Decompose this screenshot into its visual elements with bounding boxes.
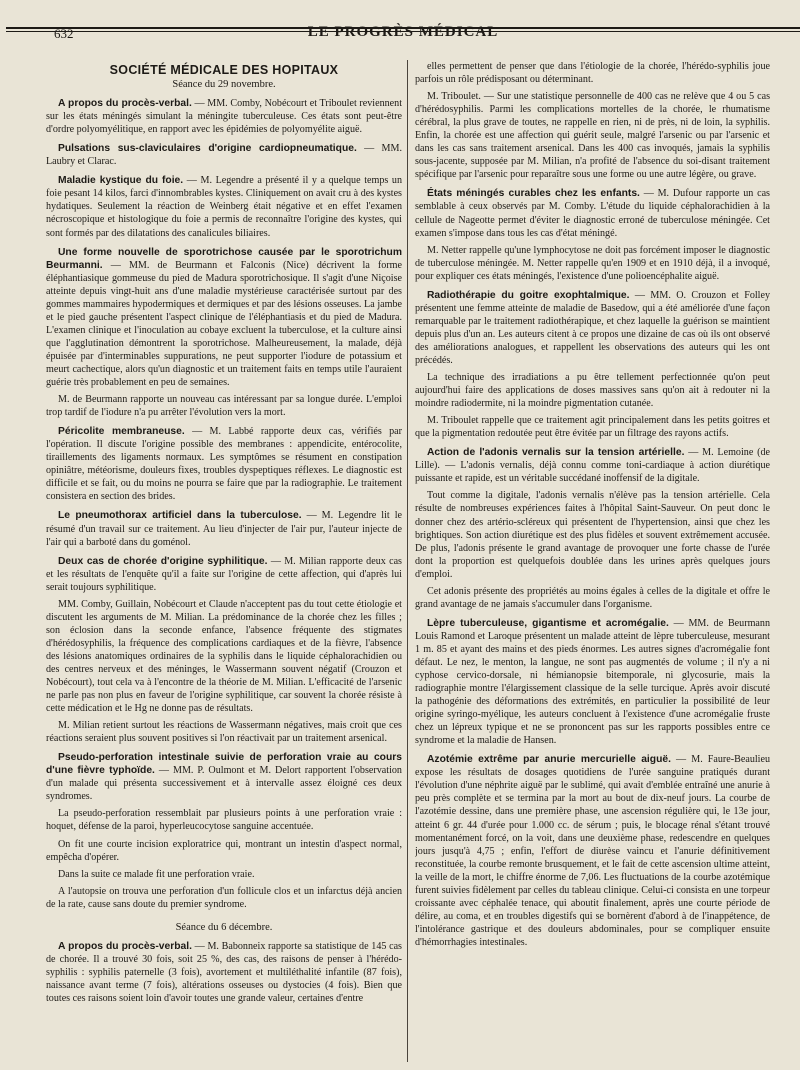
section-paragraph — [46, 751, 402, 803]
paragraph-text: Tout comme la digitale, l'adonis vernalis n'élève pas la tension artérielle. Cela résulte de nombreuses expériences faites à l'hôpital Saint-Sauveur. On peut donc le donner chez des artério-scléreux qui présentent de l'hypertension, ainsi que chez les brightiques. Son action diurétique est des plus fidèles et souvent extrêmement accusée. De plus, l'adonis présente le grand avantage de provoquer une forte chasse de l'urée dont la proportion est quelquefois doublée dans les urines après quelques jours d'emploi. — [415, 490, 770, 580]
paragraph-text: M. de Beurmann rapporte un nouveau cas intéressant par sa longue durée. L'emploi trop tardif de l'iodure n'a pu arrêter l'évolution vers la mort. — [46, 394, 402, 419]
paragraph-text: — MM. de Beurmann Louis Ramond et Laroque présentent un malade atteint de lèpre tuberculeuse, mesurant 1 m. 85 et ayant des mains et des pieds énormes. Les autres signes d'acromégalie font défaut. Le nez, le menton, la langue, ne sont pas augmentés de volume ; il n'y a ni cyphose cervico-dorsale, ni hémianopsie bitemporale, ni glycosurie, mais la radiographie montre l'élargissement classique de la selle turcique. Après avoir discuté la pathogénie des déformations des extrémités, en particulier la possibilité de leur origine syringo-myélique, les auteurs concluent à l'existence d'une acromégalie fruste chez un lépreux typique et ne se prononcent pas sur les rapports possibles entre ce syndrome et la maladie de Hansen. — [415, 617, 770, 747]
right-column — [415, 60, 770, 1062]
article-columns — [46, 60, 770, 1062]
section-paragraph — [46, 97, 402, 136]
section-heading: Pulsations sus-claviculaires d'origine cardiopneumatique. — [58, 143, 357, 155]
paragraph-text: M. Triboulet. — Sur une statistique personnelle de 400 cas ne relève que 4 ou 5 cas d'hérédosyphilis. Parmi les complications mortelles de la chorée, le rhumatisme cérébral, la plus grave de toutes, ne rappelle en rien, ni de près, ni de loin, la syphilis. Enfin, la chorée est une affection qui guérit seule, malgré l'arsenic ou par l'arsenic et dans les cas sans traitement arsenical. Dans les 400 cas invoqués, jamais la syphilis sous-jacente, supposée par M. Milian, n'a profité de l'absence du soi-disant traitement spécifique par l'arsenic pour reparaître sous une forme ou une autre légère, ou grave. — [415, 91, 770, 181]
section-heading: Radiothérapie du goitre exophtalmique. — [427, 289, 630, 301]
section-heading: Action de l'adonis vernalis sur la tension artérielle. — [427, 447, 685, 459]
paragraph-text: M. Netter rappelle qu'une lymphocytose ne doit pas forcément imposer le diagnostic de tuberculose méningée. M. Netter rappelle qu'en 1909 et en 1910 déjà, il a invoqué, pour expliquer ces états méningés, l'existence d'une polioencéphalite aiguë. — [415, 244, 770, 282]
session-date: Séance du 29 novembre. — [172, 79, 276, 91]
body-paragraph — [46, 719, 402, 745]
paragraph-text: A l'autopsie on trouva une perforation d'un follicule clos et un infarctus déjà ancien de la rate, cause sans doute du premier syndrome. — [46, 885, 402, 910]
section-heading: Maladie kystique du foie. — [58, 175, 184, 187]
paragraph-text: Cet adonis présente des propriétés au moins égales à celles de la digitale et offre le grand avantage de ne jamais s'accumuler dans l'organisme. — [415, 585, 770, 610]
paragraph-text: — M. Milian rapporte deux cas et les résultats de l'enquête qu'il a faite sur l'origine de cette affection, qui d'après lui serait toujours syphilitique. — [46, 555, 402, 593]
body-paragraph — [46, 598, 402, 715]
section-heading: Le pneumothorax artificiel dans la tuberculose. — [58, 510, 302, 522]
section-paragraph — [46, 246, 402, 390]
section-heading: Péricolite membraneuse. — [58, 426, 185, 438]
journal-title: LE PROGRÈS MÉDICAL — [307, 24, 499, 40]
section-paragraph — [46, 174, 402, 239]
session-date: Séance du 6 décembre. — [175, 921, 273, 933]
left-column — [46, 60, 402, 1062]
body-paragraph — [46, 885, 402, 911]
section-paragraph — [46, 555, 402, 594]
section-paragraph — [415, 617, 770, 747]
page-number: 632 — [54, 26, 74, 41]
body-paragraph — [415, 489, 770, 580]
paragraph-text: — M. Babonneix rapporte sa statistique de 145 cas de chorée. Il a trouvé 30 fois, soit 25 %, des cas, des raisons de penser à l'hérédo-syphilis : syphilis paternelle (3 fois), avortement et multiléthalité infantile (87 fois), naissance avant terme (7 fois), altérations osseuses ou dystocies (4 fois). Bien que toutes ces raisons soient loin d'avoir toutes une grande valeur, certaines d'entre — [46, 940, 402, 1004]
header-rule-thin — [6, 31, 800, 32]
paragraph-text: Dans la suite ce malade fit une perforation vraie. — [58, 868, 255, 880]
paragraph-text: — M. Dufour rapporte un cas semblable à ceux observés par M. Comby. L'étude du liquide céphalorachidien à la cellule de Nageotte permet d'éviter le diagnostic erroné de tuberculose méningée. Cet examen s'impose dans tous les cas d'état méningé. — [415, 188, 770, 239]
section-paragraph — [415, 187, 770, 239]
section-paragraph — [46, 940, 402, 1005]
paragraph-text: MM. Comby, Guillain, Nobécourt et Claude n'acceptent pas du tout cette étiologie et discutent les arguments de M. Milian. La prédominance de la chorée chez les filles ; son éclosion dans la seconde enfance, l'absence fréquente des stigmates d'hérédosyphilis, la fréquence des complications cardiaques et de la fièvre, l'absence des lésions anatomiques ordinaires de la syphilis dans le liquide céphalorachidien ou des centres nerveux et des méninges, le Wassermann souvent négatif (Crouzon et Nobécourt), tout cela va à l'encontre de la théorie de M. Milian. L'efficacité de l'arsenic ne parle pas non plus en faveur de l'origine syphilitique, car souvent la chorée résiste à cette médication et le Hg ne donne pas de résultats. — [46, 598, 402, 715]
section-heading: Une forme nouvelle de sporotrichose causée par le sporotrichum Beurmanni. — [46, 246, 402, 271]
society-title: SOCIÉTÉ MÉDICALE DES HOPITAUX — [109, 63, 339, 77]
body-paragraph — [415, 371, 770, 410]
body-paragraph — [46, 393, 402, 419]
paragraph-text: — MM. Comby, Nobécourt et Triboulet reviennent sur les états méningés simulant la méningite tuberculeuse. Ces états sont peut-être d'ordre polyomyélitique, en rapport avec les épidémies de polyomyélite aiguë. — [46, 98, 402, 136]
section-heading: Pseudo-perforation intestinale suivie de perforation vraie au cours d'une fièvre typhoïde. — [46, 752, 402, 777]
section-paragraph — [46, 509, 402, 548]
body-paragraph — [415, 414, 770, 440]
paragraph-text: M. Triboulet rappelle que ce traitement agit principalement dans les petits goitres et que la pigmentation redoutée peut être évitée par un filtrage des rayons actifs. — [415, 415, 770, 440]
section-heading: Deux cas de chorée d'origine syphilitique. — [58, 555, 268, 567]
header-rule — [6, 27, 800, 29]
section-heading: A propos du procès-verbal. — [58, 940, 192, 952]
paragraph-text: — M. Legendre a présenté il y a quelque temps un foie pesant 14 kilos, farci d'innombrables kystes. Cliniquement on avait cru à des kystes hydatiques. Seulement la réaction de Weinberg était négative et en effet l'examen nécroscopique et histologique du foie a permis de reconnaître l'origine des kystes, qui sont formés par des dilatations des canalicules biliaires. — [46, 175, 402, 239]
paragraph-text: — M. Labbé rapporte deux cas, vérifiés par l'opération. Il discute l'origine possible des membranes : appendicite, entérocolite, tiraillements des ligaments normaux. Les symptômes se résument en constipation opiniâtre, météorisme, douleurs fixes, troubles dyspeptiques réflexes. Le diagnostic est difficile et se fait, ou du moins ne pourra se faire que par la radiographie. Le traitement consistera en section des brides. — [46, 426, 402, 503]
paragraph-text: — MM. P. Oulmont et M. Delort rapportent l'observation d'un malade qui présenta successivement et à intervalle assez éloigné ces deux syndromes. — [46, 765, 402, 803]
section-heading: Lèpre tuberculeuse, gigantisme et acromégalie. — [427, 617, 669, 629]
section-heading: Azotémie extrême par anurie mercurielle aiguë. — [427, 754, 671, 766]
section-heading: États méningés curables chez les enfants. — [427, 188, 640, 200]
paragraph-text: — M. Legendre lit le résumé d'un travail sur ce traitement. Au lieu d'injecter de l'air pur, l'auteur injecte de l'air qui a barboté dans du goménol. — [46, 510, 402, 548]
paragraph-text: M. Milian retient surtout les réactions de Wassermann négatives, mais croit que ces réactions seraient plus souvent positives si l'on réactivait par un traitement arsenical. — [46, 720, 402, 745]
section-paragraph — [415, 446, 770, 485]
section-paragraph — [415, 289, 770, 367]
section-paragraph — [415, 753, 770, 949]
section-paragraph — [46, 142, 402, 168]
body-paragraph — [46, 807, 402, 833]
paragraph-text: — M. Faure-Beaulieu expose les résultats de dosages quotidiens de l'urée sanguine pratiqués durant l'évolution d'une néphrite aiguë par le sublimé, qui avait d'emblée entraîné une anurie à peu près complète et se termina par la mort au bout de dix-neuf jours. La courbe de l'azotémie dessine, dans une première phase, une ascension régulière qui, le 13e jour, atteint 6 gr. 44 d'urée pour 1.000 cc. de sérum ; puis, le blocage rénal s'étant trouvé momentanément forcé, on la voit, dans une deuxième phase, redescendre en quelques jours jusqu'à 4,75 ; enfin, l'effort de diurèse vaincu et l'anurie définitivement reconstituée, la courbe remonte brusquement, et le fait de cette ascension ultime atteint, la veille de la mort, le chiffre énorme de 7,06. Les fluctuations de la courbe azotémique furent suivies fidèlement par celles du tableau clinique. Celui-ci consista en une torpeur croissante avec céphalée tenace, qui aboutit finalement, après une courte période de délire, au coma, et en troubles digestifs qui se bornèrent d'abord à de l'inappétence, de l'intolérance gastrique et des douleurs abdominales, pour se compliquer ensuite d'hémorrhagies intestinales. — [415, 754, 770, 948]
body-paragraph — [415, 60, 770, 86]
paragraph-text: La pseudo-perforation ressemblait par plusieurs points à une perforation vraie : hoquet, défense de la paroi, hyperleucocytose sanguine accentuée. — [46, 808, 402, 833]
paragraph-text: elles permettent de penser que dans l'étiologie de la chorée, l'hérédo-syphilis joue parfois un rôle prédisposant ou déterminant. — [415, 61, 770, 86]
column-divider — [407, 60, 408, 1062]
paragraph-text: — M. Lemoine (de Lille). — L'adonis vernalis, déjà connu comme toni-cardiaque à action diurétique puissante et rapide, est un véritable succédané inoffensif de la digitale. — [415, 447, 770, 485]
body-paragraph — [46, 868, 402, 881]
body-paragraph — [415, 244, 770, 283]
paragraph-text: On fit une courte incision exploratrice qui, montrant un intestin d'aspect normal, empêcha d'opérer. — [46, 838, 402, 863]
body-paragraph — [46, 838, 402, 864]
paragraph-text: — MM. O. Crouzon et Folley présentent une femme atteinte de maladie de Basedow, qui a été améliorée d'une façon remarquable par le traitement radiothérapique, et chez laquelle la guérison se maintient depuis plus d'un an. Les auteurs citent à ce propos une dizaine de cas où ils ont observé des améliorations analogues, et rappellent les observations des auteurs qui les ont précédés. — [415, 289, 770, 366]
body-paragraph — [415, 90, 770, 181]
section-paragraph — [46, 425, 402, 503]
paragraph-text: — MM. Laubry et Clarac. — [46, 143, 402, 168]
section-heading: A propos du procès-verbal. — [58, 98, 192, 110]
paragraph-text: — MM. de Beurmann et Falconis (Nice) décrivent la forme éléphantiasique gommeuse du pied de Madura sporotrichosique. Il s'agit d'une Niçoise atteinte depuis vingt-huit ans d'une maladie mystérieuse caractérisée surtout par des gommes mammaires hypodermiques et dermiques et par des lésions osseuses. La jambe et le pied gauche présentent l'aspect clinique de l'éléphantiasis et du pied de Madura. L'examen clinique et l'inoculation au cobaye excluent la tuberculose, et la culture ainsi que l'agglutination démontrent la sporotrichose. Malheureusement, la malade, déjà épuisée par d'interminables suppurations, ne peut supporter l'iodure de potassium et meurt cachectique, alors qu'un diagnostic et un traitement faits en temps utile l'auraient guérie très probablement en peu de semaines. — [46, 259, 402, 389]
page-header — [40, 20, 766, 44]
body-paragraph — [415, 585, 770, 611]
paragraph-text: La technique des irradiations a pu être tellement perfectionnée qu'on peut aujourd'hui faire des applications de doses massives sans qu'on ait à redouter ni la moindre radiodermite, ni la moindre pigmentation cutanée. — [415, 372, 770, 410]
